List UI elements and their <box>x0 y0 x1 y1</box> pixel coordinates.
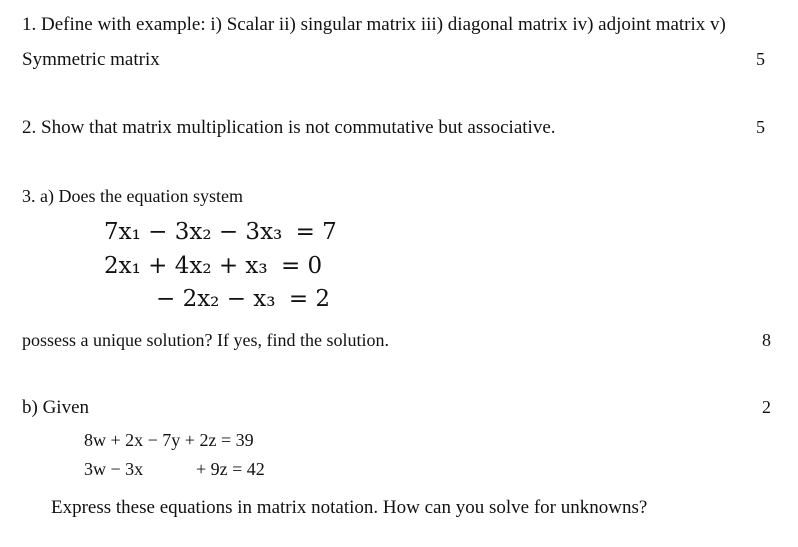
question-1-marks: 5 <box>756 49 765 69</box>
equation-3-rhs: = 2 <box>288 286 331 312</box>
question-3a-intro: 3. a) Does the equation system <box>22 186 243 206</box>
given-equation-2-right: + 9z = 42 <box>196 459 265 479</box>
given-equation-2-left: 3w − 3x <box>84 459 144 479</box>
question-1-line-1: 1. Define with example: i) Scalar ii) singular matrix iii) diagonal matrix iv) adjoint matrix v) <box>22 14 726 35</box>
question-3a-marks: 8 <box>762 330 771 350</box>
equation-3-lhs: − 2x₂ − x₃ <box>156 286 276 312</box>
equation-2-rhs: = 0 <box>280 253 323 279</box>
given-equation-1: 8w + 2x − 7y + 2z = 39 <box>84 430 254 450</box>
equation-2-lhs: 2x₁ + 4x₂ + x₃ <box>104 253 268 279</box>
equation-system <box>104 219 337 245</box>
question-1-line-2: Symmetric matrix <box>22 49 160 70</box>
question-3b-closing: Express these equations in matrix notation. How can you solve for unknowns? <box>51 497 648 518</box>
question-2-marks: 5 <box>756 117 765 137</box>
question-3a-closing: possess a unique solution? If yes, find the solution. <box>22 330 389 350</box>
equation-3 <box>156 286 330 312</box>
equation-1-lhs: 7x₁ − 3x₂ − 3x₃ <box>104 219 283 245</box>
equation-2 <box>104 253 322 279</box>
question-3b-intro: b) Given <box>22 397 90 418</box>
equation-1-rhs: = 7 <box>295 219 337 245</box>
question-3b-marks: 2 <box>762 397 771 417</box>
question-2-text: 2. Show that matrix multiplication is not commutative but associative. <box>22 117 556 138</box>
